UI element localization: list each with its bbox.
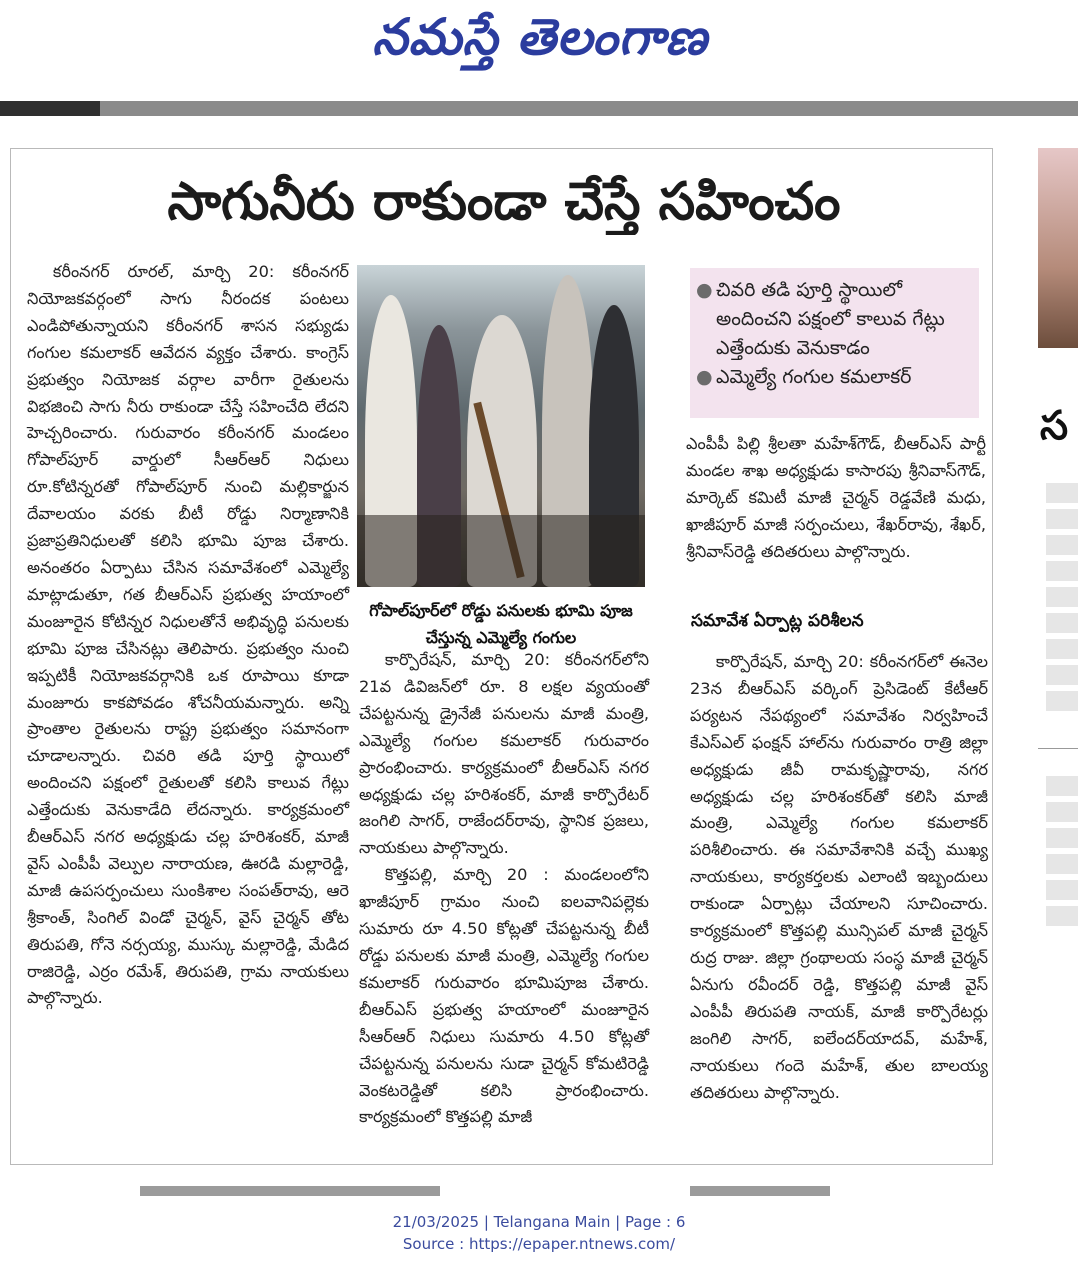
pull-quote-box: [690, 268, 979, 418]
footer-source-link[interactable]: Source : https://epaper.ntnews.com/: [402, 1235, 676, 1253]
article-paragraph: కరీంనగర్ రూరల్, మార్చి 20: కరీంనగర్ నియోజకవర్గంలో సాగు నీరందక పంటలు ఎండిపోతున్నాయని కరీంనగర్ శాసన సభ్యుడు గంగుల కమలాకర్ ఆవేదన వ్యక్తం చేశారు. కాంగ్రెస్ ప్రభుత్వం నియోజక వర్గాల వారీగా రైతులను విభజించి సాగు నీరు రాకుండా చేస్తే సహించేది లేదని హెచ్చరించారు. గురువారం కరీంనగర్ మండలం గోపాల్‌పూర్ వార్డులో సీఆర్ఆర్ నిధులు రూ.కోటిన్నరతో గోపాల్‌పూర్ నుంచి మల్లికార్జున దేవాలయం వరకు బీటీ రోడ్డు నిర్మాణానికి ప్రజాప్రతినిధులతో కలిసి భూమి పూజ చేశారు. అనంతరం ఏర్పాటు చేసిన సమావేశంలో ఎమ్మెల్యే మాట్లాడుతూ, గత బీఆర్ఎస్ ప్రభుత్వ హయాంలో మంజూరైన కోటిన్నర నిధులతోనే అభివృద్ధి పనులకు భూమి పూజ చేసినట్లు తెలిపారు. ప్రభుత్వం నుంచి ఇప్పటికీ నియోజకవర్గానికి ఒక రూపాయి కూడా మంజూరు కాకపోవడం శోచనీయమన్నారు. అన్ని ప్రాంతాల రైతులను రాష్ట్ర ప్రభుత్వం సమానంగా చూడాలన్నారు. చివరి తడి పూర్తి స్థాయిలో అందించని పక్షంలో రైతులతో కలిసి కాలువ గేట్లు ఎత్తేందుకు వెనుకాడేది లేదన్నారు. కార్యక్రమంలో బీఆర్ఎస్ నగర అధ్యక్షుడు చల్ల హరిశంకర్, మాజీ వైస్ ఎంపీపీ వెల్పుల నారాయణ, ఊరడి మల్లారెడ్డి, మాజీ ఉపసర్పంచులు సుంకిశాల సంపత్‌రావు, ఆరె శ్రీకాంత్, సింగిల్ విండో చైర్మన్, వైస్ చైర్మన్ తోట తిరుపతి, గోనె నర్సయ్య, ముస్కు మల్లారెడ్డి, మేడిద రాజిరెడ్డి, ఎర్రం రమేశ్, తిరుపతి, గ్రామ నాయకులు పాల్గొన్నారు.: [27, 262, 349, 1008]
article-column-1: [27, 259, 349, 1012]
article-column-2: [359, 647, 649, 1131]
next-article-strip: [10, 1186, 993, 1196]
article-headline: సాగునీరు రాకుండా చేస్తే సహించం: [167, 172, 841, 232]
pull-quote-item: ● చివరి తడి పూర్తి స్థాయిలో అందించని పక్షంలో కాలువ గేట్లు ఎత్తేందుకు వెనుకాడం: [716, 276, 969, 363]
article-paragraph: కార్పొరేషన్, మార్చి 20: కరీంనగర్‌లో ఈనెల 23న బీఆర్ఎస్ వర్కింగ్ ప్రెసిడెంట్ కేటీఆర్ పర్యటన నేపథ్యంలో సమావేశం నిర్వహించే కేఎస్ఎల్ ఫంక్షన్ హాల్‌ను గురువారం రాత్రి జిల్లా అధ్యక్షుడు జీవీ రామకృష్ణారావు, నగర అధ్యక్షుడు చల్ల హరిశంకర్‌తో కలిసి మాజీ మంత్రి, ఎమ్మెల్యే గంగుల కమలాకర్ పరిశీలించారు. ఈ సమావేశానికి వచ్చే ముఖ్య నాయకులు, కార్యకర్తలకు ఎలాంటి ఇబ్బందులు రాకుండా ఏర్పాట్లు చేయాలని సూచించారు. కార్యక్రమంలో కొత్తపల్లి మున్సిపల్ మాజీ చైర్మన్ రుద్ర రాజు. జిల్లా గ్రంథాలయ సంస్థ మాజీ చైర్మన్ ఏనుగు రవీందర్ రెడ్డి, కొత్తపల్లి మాజీ వైస్ ఎంపీపీ తిరుపతి నాయక్, మాజీ కార్పొరేటర్లు జంగిలి సాగర్, ఐలేందర్‌యాదవ్, మహేశ్, నాయకులు గందె మహేశ్, తుల బాలయ్య తదితరులు పాల్గొన్నారు.: [690, 652, 988, 1102]
adjacent-headline-fragment: స: [1040, 403, 1069, 449]
article-column-3: [686, 431, 986, 566]
newspaper-logo: నమస్తే తెలంగాణ: [372, 8, 708, 66]
pull-quote-item: ● ఎమ్మెల్యే గంగుల కమలాకర్: [716, 363, 969, 392]
article-column-3-bottom: [690, 649, 988, 1106]
article-subheading: సమావేశ ఏర్పాట్ల పరిశీలన: [691, 611, 864, 631]
masthead-rule: [0, 101, 1078, 116]
masthead: [0, 0, 1078, 100]
article-paragraph: కార్పొరేషన్, మార్చి 20: కరీంనగర్‌లోని 21వ డివిజన్‌లో రూ. 8 లక్షల వ్యయంతో చేపట్టనున్న డ్రైనేజీ పనులను మాజీ మంత్రి, ఎమ్మెల్యే గంగుల కమలాకర్ గురువారం ప్రారంభించారు. కార్యక్రమంలో బీఆర్ఎస్ నగర అధ్యక్షుడు చల్ల హరిశంకర్, మాజీ కార్పొరేటర్ జంగిలి సాగర్, రాజేందర్‌రావు, స్థానిక ప్రజలు, నాయకులు పాల్గొన్నారు.: [359, 650, 649, 858]
news-article: [10, 148, 993, 1165]
article-paragraph: ఎంపీపీ పిల్లి శ్రీలతా మహేశ్‌గౌడ్, బీఆర్ఎస్ పార్టీ మండల శాఖ అధ్యక్షుడు కాసారపు శ్రీనివాస్‌గౌడ్, మార్కెట్ కమిటీ మాజీ చైర్మన్ రెడ్డవేణి మధు, ఖాజీపూర్ మాజీ సర్పంచులు, శేఖర్‌రావు, శేఖర్, శ్రీనివాస్‌రెడ్డి తదితరులు పాల్గొన్నారు.: [686, 434, 986, 561]
article-paragraph: కొత్తపల్లి, మార్చి 20 : మండలంలోని ఖాజీపూర్ గ్రామం నుంచి ఐలవానిపల్లెకు సుమారు రూ 4.50 కోట్లతో చేపట్టనున్న బీటీ రోడ్డు పనులకు మాజీ మంత్రి, ఎమ్మెల్యే గంగుల కమలాకర్ గురువారం భూమిపూజ చేశారు. బీఆర్ఎస్ ప్రభుత్వ హయాంలో మంజూరైన సీఆర్ఆర్ నిధులు సుమారు 4.50 కోట్లతో చేపట్టనున్న పనులను సుడా చైర్మన్ కోమటిరెడ్డి వెంకటరెడ్డితో కలిసి ప్రారంభించారు. కార్యక్రమంలో కొత్తపల్లి మాజీ: [359, 865, 649, 1127]
adjacent-article-fragment: [1036, 148, 1078, 1168]
article-photo: [357, 265, 645, 587]
bullet-icon: ●: [696, 279, 713, 301]
adjacent-photo: [1038, 148, 1078, 348]
page-footer: [0, 1211, 1078, 1255]
footer-date-page: 21/03/2025 | Telangana Main | Page : 6: [392, 1213, 686, 1231]
photo-caption: గోపాల్‌పూర్‌లో రోడ్డు పనులకు భూమి పూజ చేస్తున్న ఎమ్మెల్యే గంగుల: [369, 601, 633, 647]
bullet-icon: ●: [696, 366, 713, 388]
